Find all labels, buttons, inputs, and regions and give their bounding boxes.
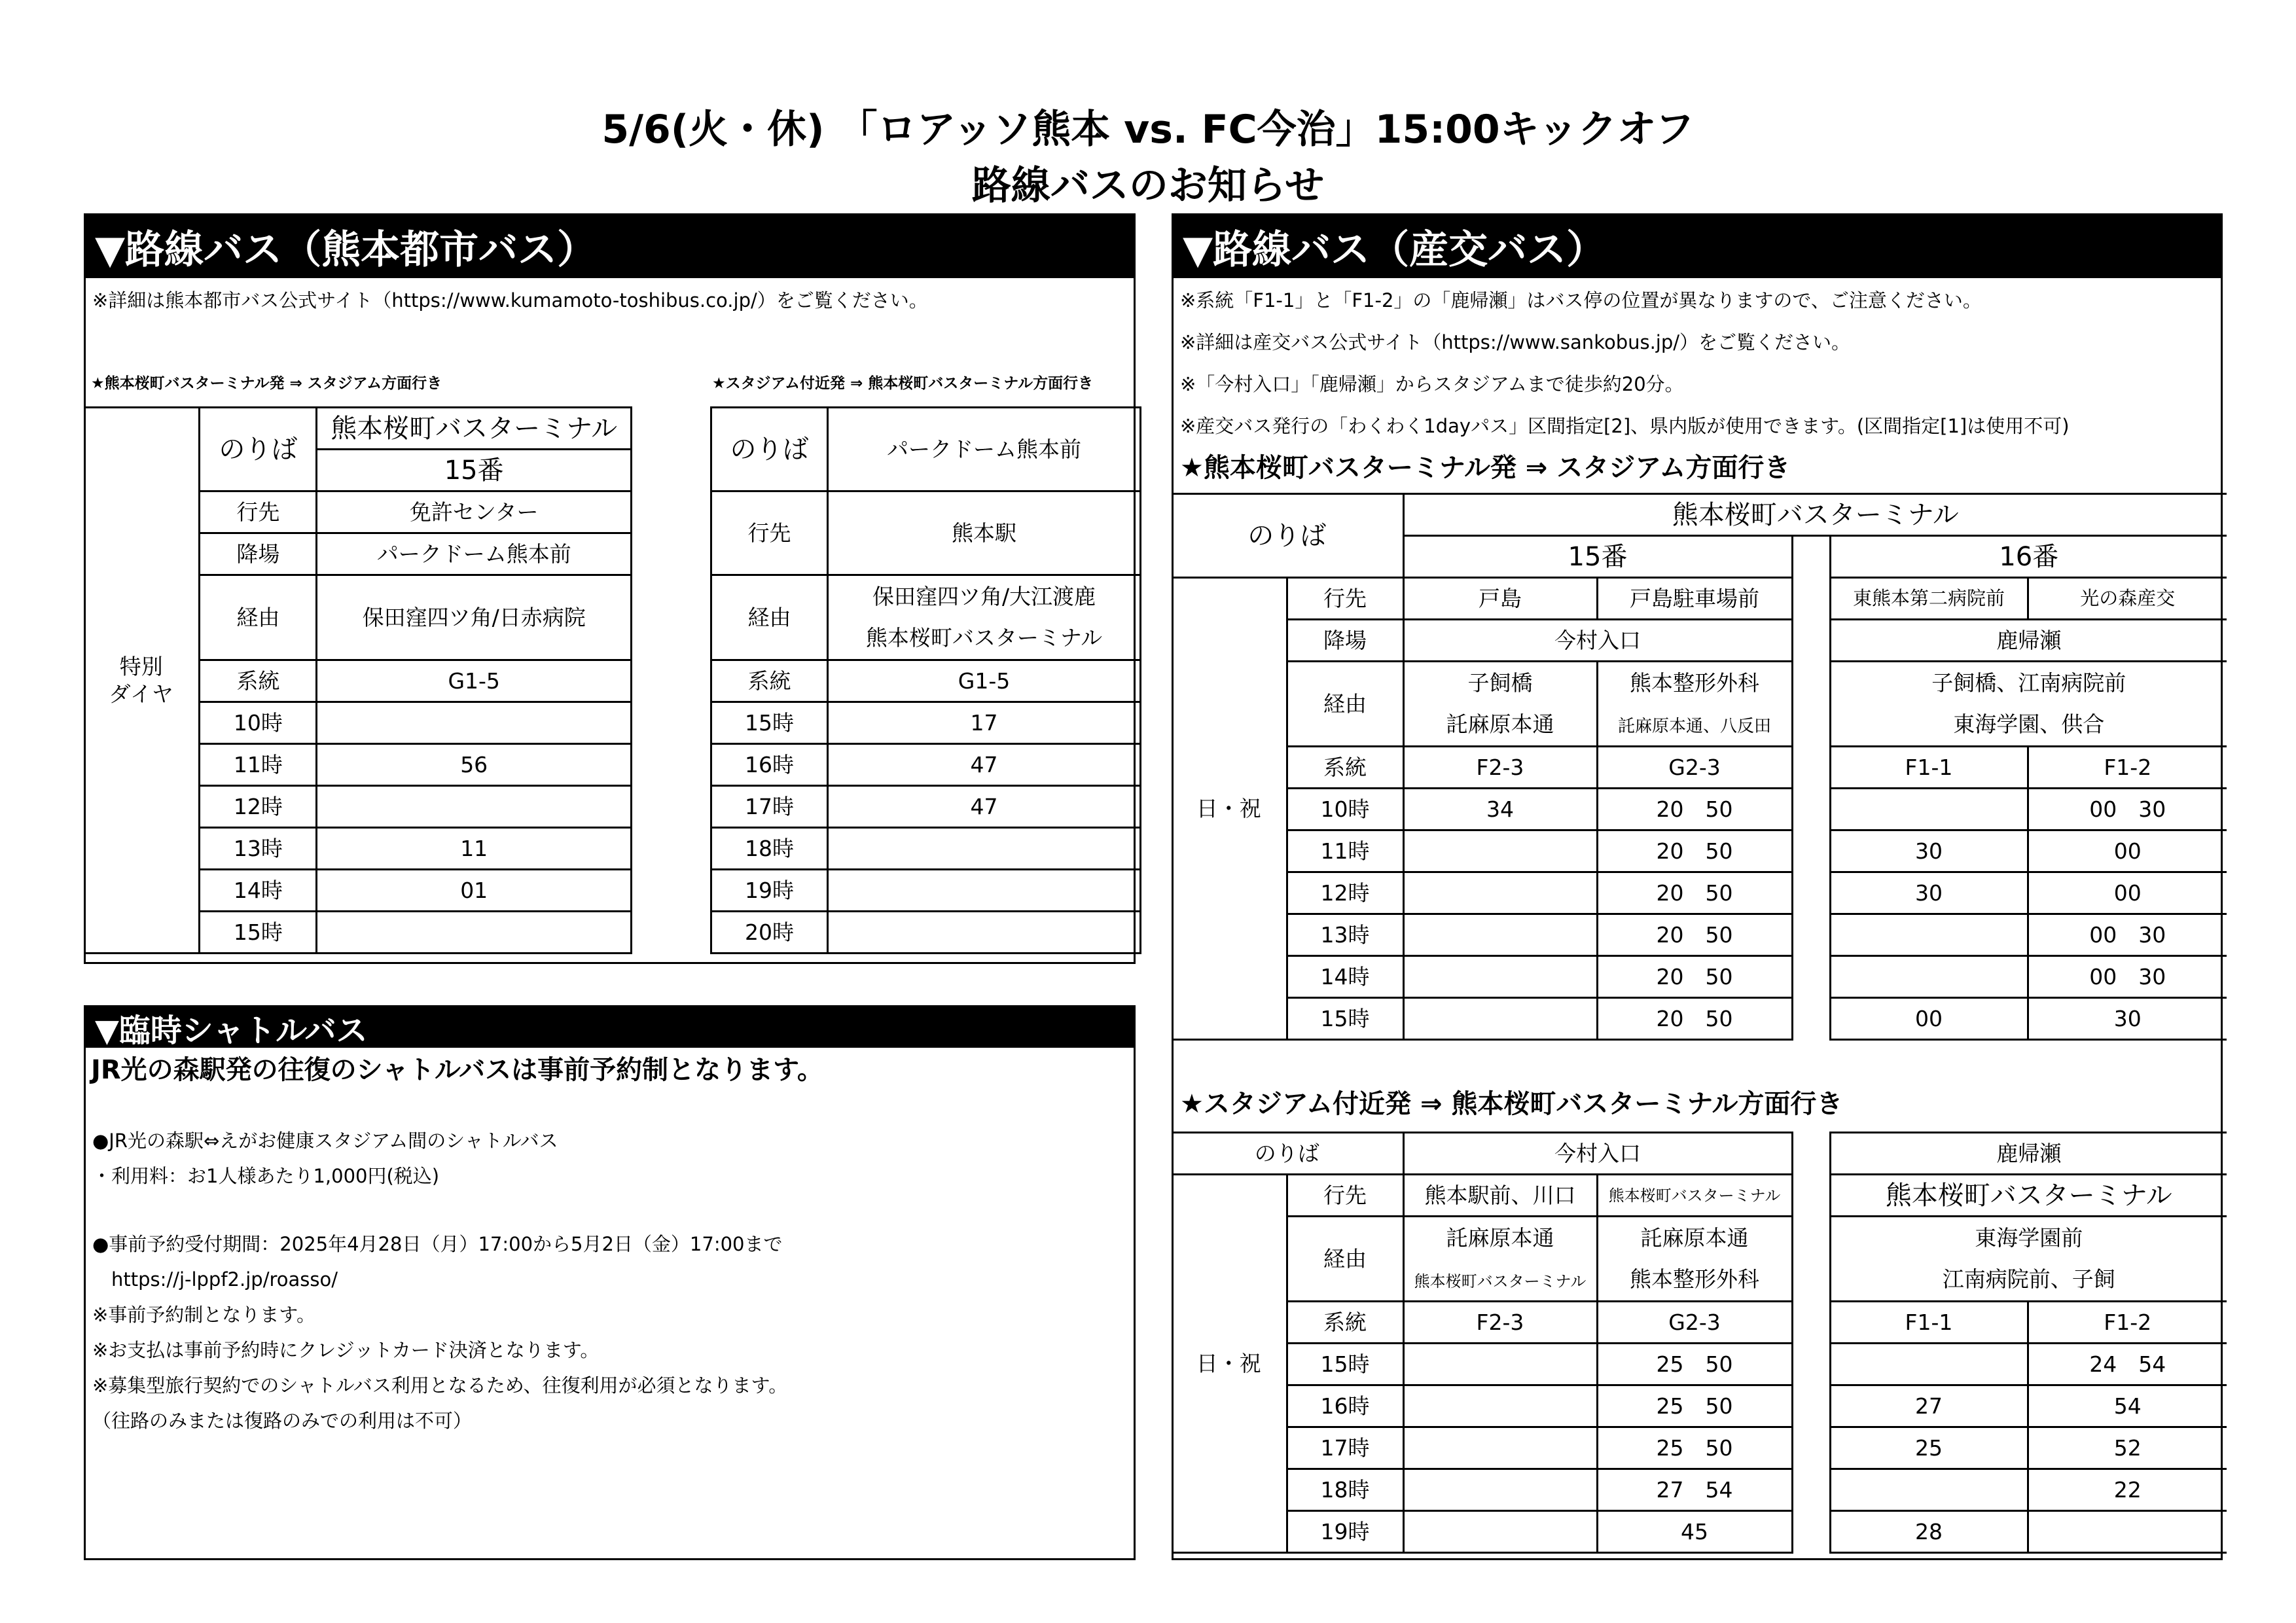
hour-cell: 17時	[711, 786, 828, 828]
shuttle-line: ※事前予約制となります。	[92, 1304, 315, 1326]
route-value: F1-2	[2028, 747, 2227, 789]
minute-cell: 20 50	[1597, 914, 1792, 956]
route-label: 系統	[711, 660, 828, 702]
column-gap	[1792, 1511, 1830, 1553]
noriba-name: 熊本桜町バスターミナル	[1403, 494, 2227, 536]
alight-label: 降場	[200, 533, 317, 575]
column-gap	[1792, 830, 1830, 872]
via-value: 子飼橋 託麻原本通	[1403, 662, 1597, 747]
hour-cell: 14時	[200, 870, 317, 912]
toshibus-note: ※詳細は熊本都市バス公式サイト（https://www.kumamoto-toshibus.co.jp/）をご覧ください。	[92, 289, 928, 312]
alight-label: 降場	[1287, 620, 1403, 662]
minute-cell: 27	[1830, 1385, 2028, 1427]
minute-cell: 30	[2028, 998, 2227, 1040]
minute-cell: 34	[1403, 789, 1597, 830]
via-value: 託麻原本通 熊本桜町バスターミナル	[1403, 1217, 1597, 1302]
holiday-label: 日・祝	[1172, 1175, 1287, 1553]
via-value: 熊本整形外科 託麻原本通、八反田	[1597, 662, 1792, 747]
route-value: F1-1	[1830, 747, 2028, 789]
sankobus-outbound-timetable	[1172, 493, 2227, 1041]
hour-cell: 14時	[1287, 956, 1403, 998]
shuttle-link[interactable]: https://j-lppf2.jp/roasso/	[92, 1268, 338, 1291]
noriba-label: のりば	[1172, 494, 1403, 578]
hour-cell: 15時	[200, 912, 317, 954]
minute-cell: 00 30	[2028, 789, 2227, 830]
minute-cell: 00 30	[2028, 914, 2227, 956]
route-value: G2-3	[1597, 747, 1792, 789]
dest-value: 熊本桜町バスターミナル	[1830, 1175, 2227, 1217]
toshibus-panel	[84, 213, 1136, 964]
minute-cell: 24 54	[2028, 1344, 2227, 1385]
minute-cell: 30	[1830, 872, 2028, 914]
minute-cell: 00	[1830, 998, 2028, 1040]
via-label: 経由	[1287, 1217, 1403, 1302]
via-value: 子飼橋、江南病院前 東海学園、供合	[1830, 662, 2227, 747]
hour-cell: 11時	[1287, 830, 1403, 872]
minute-cell	[1403, 1385, 1597, 1427]
minute-cell: 20 50	[1597, 956, 1792, 998]
minute-cell	[1403, 830, 1597, 872]
via-label: 経由	[711, 575, 828, 660]
minute-cell: 45	[1597, 1511, 1792, 1553]
minute-cell	[1403, 956, 1597, 998]
minute-cell: 25 50	[1597, 1385, 1792, 1427]
sankobus-note: ※詳細は産交バス公式サイト（https://www.sankobus.jp/）をご覧ください。	[1180, 331, 1851, 353]
hour-cell: 15時	[1287, 998, 1403, 1040]
shuttle-header: ▼臨時シャトルバス	[86, 1007, 1134, 1048]
sankobus-note: ※産交バス発行の「わくわく1dayパス」区間指定[2]、県内版が使用できます。(区間指定[1]は使用不可)	[1180, 415, 2070, 437]
hour-cell: 13時	[200, 828, 317, 870]
shuttle-line: ●事前予約受付期間：2025年4月28日（月）17:00から5月2日（金）17:00まで	[92, 1233, 783, 1255]
column-gap	[1792, 1344, 1830, 1385]
hour-cell: 13時	[1287, 914, 1403, 956]
noriba-name: 今村入口	[1403, 1133, 1792, 1175]
minute-cell: 47	[828, 786, 1141, 828]
minute-cell: 25 50	[1597, 1344, 1792, 1385]
page-subtitle: 路線バスのお知らせ	[971, 163, 1325, 209]
minute-cell	[828, 870, 1141, 912]
minute-cell: 30	[1830, 830, 2028, 872]
column-gap	[1792, 1302, 1830, 1344]
hour-cell: 20時	[711, 912, 828, 954]
minute-cell	[1403, 1469, 1597, 1511]
minute-cell	[1403, 872, 1597, 914]
dest-label: 行先	[200, 491, 317, 533]
hour-cell: 10時	[1287, 789, 1403, 830]
hour-cell: 19時	[711, 870, 828, 912]
column-gap	[1792, 1427, 1830, 1469]
route-value: G1-5	[317, 660, 632, 702]
dest-label: 行先	[711, 491, 828, 575]
minute-cell	[1403, 1511, 1597, 1553]
hour-cell: 16時	[711, 744, 828, 786]
noriba-label: のりば	[1172, 1133, 1403, 1175]
route-label: 系統	[1287, 747, 1403, 789]
minute-cell: 01	[317, 870, 632, 912]
sankobus-note: ※系統「F1-1」と「F1-2」の「鹿帰瀬」はバス停の位置が異なりますので、ご注意ください。	[1180, 289, 1982, 312]
minute-cell	[1403, 1427, 1597, 1469]
minute-cell	[828, 828, 1141, 870]
special-schedule-label: 特別 ダイヤ	[84, 408, 200, 954]
dest-value: 戸島	[1403, 578, 1597, 620]
column-gap	[1792, 1133, 1830, 1175]
column-gap	[1792, 872, 1830, 914]
sankobus-return-heading: ★スタジアム付近発 ⇒ 熊本桜町バスターミナル方面行き	[1180, 1089, 1843, 1119]
shuttle-line: ●JR光の森駅⇔えがお健康スタジアム間のシャトルバス	[92, 1130, 558, 1152]
column-gap	[1792, 620, 1830, 662]
minute-cell: 00	[2028, 830, 2227, 872]
stop-15: 15番	[1403, 536, 1792, 578]
sankobus-return-timetable	[1172, 1132, 2227, 1554]
column-gap	[1792, 662, 1830, 747]
minute-cell	[1403, 914, 1597, 956]
toshibus-return-timetable	[710, 406, 1141, 954]
dest-value: 光の森産交	[2028, 578, 2227, 620]
noriba-name: パークドーム熊本前	[828, 408, 1141, 491]
minute-cell: 00	[2028, 872, 2227, 914]
page-title: 5/6(火・休) 「ロアッソ熊本 vs. FC今治」15:00キックオフ	[601, 107, 1695, 152]
minute-cell	[1830, 1344, 2028, 1385]
route-value: F1-2	[2028, 1302, 2227, 1344]
shuttle-line: ※お支払は事前予約時にクレジットカード決済となります。	[92, 1339, 600, 1361]
dest-value: 熊本駅	[828, 491, 1141, 575]
column-gap	[1792, 1385, 1830, 1427]
alight-value: 鹿帰瀬	[1830, 620, 2227, 662]
minute-cell: 47	[828, 744, 1141, 786]
minute-cell: 17	[828, 702, 1141, 744]
dest-value: 熊本桜町バスターミナル	[1597, 1175, 1792, 1217]
column-gap	[1792, 956, 1830, 998]
shuttle-line: ・利用料：お1人様あたり1,000円(税込)	[92, 1165, 440, 1187]
sankobus-header: ▼路線バス（産交バス）	[1174, 215, 2221, 278]
column-gap	[1792, 914, 1830, 956]
route-value: F2-3	[1403, 1302, 1597, 1344]
minute-cell: 25 50	[1597, 1427, 1792, 1469]
column-gap	[1792, 1469, 1830, 1511]
shuttle-lead: JR光の森駅発の往復のシャトルバスは事前予約制となります。	[91, 1055, 823, 1085]
noriba-number: 15番	[317, 450, 632, 491]
route-value: F2-3	[1403, 747, 1597, 789]
alight-value: 今村入口	[1403, 620, 1792, 662]
toshibus-header: ▼路線バス（熊本都市バス）	[86, 215, 1134, 278]
minute-cell: 20 50	[1597, 872, 1792, 914]
noriba-label: のりば	[711, 408, 828, 491]
minute-cell: 00 30	[2028, 956, 2227, 998]
column-gap	[1792, 998, 1830, 1040]
minute-cell	[2028, 1511, 2227, 1553]
minute-cell	[1830, 789, 2028, 830]
minute-cell	[1403, 1344, 1597, 1385]
minute-cell: 27 54	[1597, 1469, 1792, 1511]
hour-cell: 16時	[1287, 1385, 1403, 1427]
toshibus-outbound-heading: ★熊本桜町バスターミナル発 ⇒ スタジアム方面行き	[91, 375, 442, 392]
column-gap	[1792, 789, 1830, 830]
minute-cell	[1830, 914, 2028, 956]
minute-cell: 11	[317, 828, 632, 870]
route-label: 系統	[1287, 1302, 1403, 1344]
shuttle-line: ※募集型旅行契約でのシャトルバス利用となるため、往復利用が必須となります。	[92, 1374, 788, 1397]
column-gap	[1792, 578, 1830, 620]
sankobus-note: ※「今村入口」「鹿帰瀬」からスタジアムまで徒歩約20分。	[1180, 373, 1684, 395]
minute-cell	[1830, 956, 2028, 998]
noriba-label: のりば	[200, 408, 317, 491]
via-value: 保田窪四ツ角/日赤病院	[317, 575, 632, 660]
dest-value: 戸島駐車場前	[1597, 578, 1792, 620]
sankobus-outbound-heading: ★熊本桜町バスターミナル発 ⇒ スタジアム方面行き	[1180, 453, 1791, 483]
column-gap	[1792, 1217, 1830, 1302]
stop-16: 16番	[1830, 536, 2227, 578]
minute-cell: 52	[2028, 1427, 2227, 1469]
hour-cell: 12時	[200, 786, 317, 828]
minute-cell	[317, 912, 632, 954]
noriba-name: 熊本桜町バスターミナル	[317, 408, 632, 450]
minute-cell	[828, 912, 1141, 954]
route-value: G2-3	[1597, 1302, 1792, 1344]
dest-value: 免許センター	[317, 491, 632, 533]
minute-cell: 28	[1830, 1511, 2028, 1553]
sankobus-panel	[1172, 213, 2223, 1560]
noriba-name: 鹿帰瀬	[1830, 1133, 2227, 1175]
column-gap	[1792, 1175, 1830, 1217]
hour-cell: 17時	[1287, 1427, 1403, 1469]
column-gap	[1792, 536, 1830, 578]
minute-cell: 20 50	[1597, 789, 1792, 830]
minute-cell	[1403, 998, 1597, 1040]
via-value: 保田窪四ツ角/大江渡鹿 熊本桜町バスターミナル	[828, 575, 1141, 660]
alight-value: パークドーム熊本前	[317, 533, 632, 575]
hour-cell: 18時	[711, 828, 828, 870]
minute-cell: 20 50	[1597, 998, 1792, 1040]
toshibus-return-heading: ★スタジアム付近発 ⇒ 熊本桜町バスターミナル方面行き	[712, 375, 1094, 392]
hour-cell: 12時	[1287, 872, 1403, 914]
dest-label: 行先	[1287, 1175, 1403, 1217]
hour-cell: 11時	[200, 744, 317, 786]
hour-cell: 18時	[1287, 1469, 1403, 1511]
minute-cell	[317, 786, 632, 828]
holiday-label: 日・祝	[1172, 578, 1287, 1040]
hour-cell: 19時	[1287, 1511, 1403, 1553]
shuttle-line: （往路のみまたは復路のみでの利用は不可）	[92, 1410, 473, 1432]
dest-label: 行先	[1287, 578, 1403, 620]
minute-cell: 25	[1830, 1427, 2028, 1469]
hour-cell: 10時	[200, 702, 317, 744]
dest-value: 熊本駅前、川口	[1403, 1175, 1597, 1217]
via-label: 経由	[200, 575, 317, 660]
toshibus-outbound-timetable	[84, 406, 632, 954]
minute-cell: 56	[317, 744, 632, 786]
hour-cell: 15時	[711, 702, 828, 744]
minute-cell	[317, 702, 632, 744]
column-gap	[1792, 747, 1830, 789]
shuttle-panel	[84, 1005, 1136, 1560]
minute-cell: 54	[2028, 1385, 2227, 1427]
route-label: 系統	[200, 660, 317, 702]
via-value: 東海学園前 江南病院前、子飼	[1830, 1217, 2227, 1302]
minute-cell	[1830, 1469, 2028, 1511]
route-value: G1-5	[828, 660, 1141, 702]
via-value: 託麻原本通 熊本整形外科	[1597, 1217, 1792, 1302]
route-value: F1-1	[1830, 1302, 2028, 1344]
minute-cell: 20 50	[1597, 830, 1792, 872]
minute-cell: 22	[2028, 1469, 2227, 1511]
via-label: 経由	[1287, 662, 1403, 747]
dest-value: 東熊本第二病院前	[1830, 578, 2028, 620]
hour-cell: 15時	[1287, 1344, 1403, 1385]
